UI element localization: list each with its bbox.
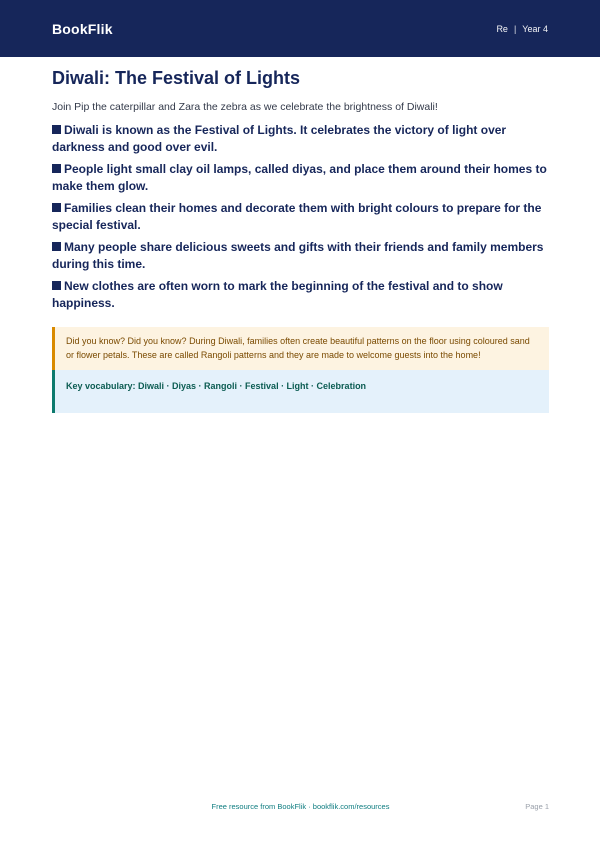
- square-bullet-icon: [52, 281, 61, 290]
- fact-text: People light small clay oil lamps, called diyas, and place them around their homes to make them glow.: [52, 162, 547, 193]
- fact-item: [52, 122, 549, 156]
- fact-text: Diwali is known as the Festival of Lights. It celebrates the victory of light over darkness and good over evil.: [52, 123, 507, 154]
- did-you-know-text: Did you know? Did you know? During Diwali, families often create beautiful patterns on the floor using coloured sand or flower petals. These are called Rangoli patterns and they are made to welcome guests into the home!: [66, 336, 530, 360]
- brand-logo-text: BookFlik: [52, 20, 113, 37]
- footer-credit-link[interactable]: Free resource from BookFlik · bookflik.com/resources: [211, 802, 390, 811]
- fact-list: [52, 122, 549, 312]
- vocabulary-text: Key vocabulary: Diwali · Diyas · Rangoli · Festival · Light · Celebration: [66, 381, 367, 391]
- square-bullet-icon: [52, 242, 61, 251]
- header-separator: |: [513, 23, 517, 34]
- fact-item: [52, 200, 549, 234]
- year-label: Year 4: [522, 23, 548, 34]
- did-you-know-callout: [52, 327, 549, 370]
- square-bullet-icon: [52, 125, 61, 134]
- fact-item: [52, 161, 549, 195]
- subject-label: Re: [496, 23, 508, 34]
- fact-text: Many people share delicious sweets and gifts with their friends and family members during this time.: [52, 240, 544, 271]
- page-title: Diwali: The Festival of Lights: [52, 68, 301, 88]
- square-bullet-icon: [52, 164, 61, 173]
- intro-text: Join Pip the caterpillar and Zara the zebra as we celebrate the brightness of Diwali!: [52, 101, 438, 113]
- fact-item: [52, 278, 549, 312]
- fact-text: New clothes are often worn to mark the beginning of the festival and to show happiness.: [52, 279, 503, 310]
- header-meta: [496, 24, 548, 34]
- square-bullet-icon: [52, 203, 61, 212]
- fact-item: [52, 239, 549, 273]
- fact-text: Families clean their homes and decorate them with bright colours to prepare for the special festival.: [52, 201, 542, 232]
- vocabulary-callout: [52, 370, 549, 413]
- page-footer: [52, 802, 549, 814]
- main-content: [52, 64, 549, 413]
- page-header: [0, 0, 600, 57]
- page-number: Page 1: [525, 802, 549, 811]
